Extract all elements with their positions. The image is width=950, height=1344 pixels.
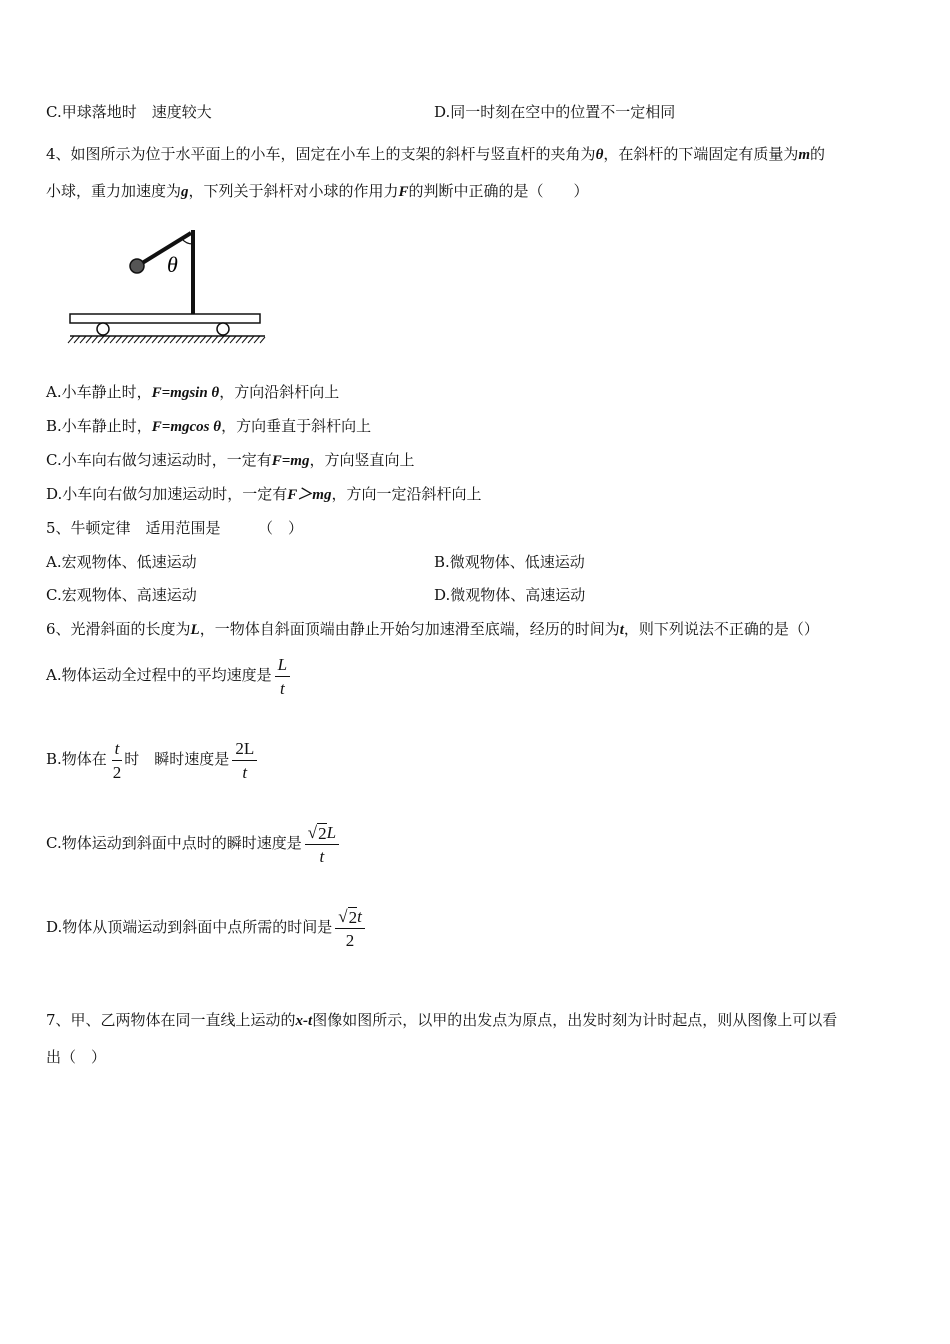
q6-option-d: D.物体从顶端运动到斜面中点所需的时间是 √ 2 t 2 (46, 904, 365, 951)
fraction: √ 2 t 2 (335, 906, 365, 951)
q5-stem: 5、牛顿定律 适用范围是 （ ） (46, 519, 304, 537)
cart-figure (60, 222, 275, 350)
q5-option-c: C.宏观物体、高速运动 (46, 586, 197, 604)
cart-wheel-right (217, 323, 229, 335)
q4-option-c: C.小车向右做匀速运动时，一定有F=mg，方向竖直向上 (46, 451, 415, 469)
q4-option-d: D.小车向右做匀加速运动时，一定有F＞mg，方向一定沿斜杆向上 (46, 485, 482, 503)
q5-option-b: B.微观物体、低速运动 (434, 553, 585, 571)
q7-stem-line1: 7、甲、乙两物体在同一直线上运动的x-t图像如图所示，以甲的出发点为原点，出发时刻为计时起点，则从图像上可以看 (46, 1011, 838, 1029)
fraction: $\frac{L}{t}$ (275, 654, 290, 699)
q7-stem-line2: 出（ ） (46, 1048, 107, 1066)
q5-option-a: A.宏观物体、低速运动 (46, 553, 197, 571)
q4-stem-line1: 4、如图所示为位于水平面上的小车，固定在小车上的支架的斜杆与竖直杆的夹角为θ，在斜杆的下端固定有质量为m的 (46, 145, 826, 163)
q6-option-a: A.物体运动全过程中的平均速度是 $\frac{L}{t}$ (46, 652, 290, 699)
cart-ball (130, 259, 144, 273)
fraction: √ 2 L t (305, 822, 339, 867)
q5-option-d: D.微观物体、高速运动 (434, 586, 586, 604)
figure-angle-label: θ (167, 252, 178, 277)
ground-hatching (68, 336, 265, 343)
q4-stem-line2: 小球，重力加速度为g，下列关于斜杆对小球的作用力F的判断中正确的是（ ） (46, 182, 589, 200)
q6-option-b: B.物体在 $\frac{t}{2}$ 时 瞬时速度是 $\frac{2L}{t}$ (46, 736, 257, 783)
cart-wheel-left (97, 323, 109, 335)
q3-option-d: D.同一时刻在空中的位置不一定相同 (434, 103, 676, 121)
fraction: $\frac{t}{2}$ (112, 738, 122, 782)
q4-option-b: B.小车静止时，F=mgcos θ，方向垂直于斜杆向上 (46, 417, 372, 435)
cart-body (70, 314, 260, 323)
q6-option-c: C.物体运动到斜面中点时的瞬时速度是 √ 2 L t (46, 820, 339, 867)
fraction: $\frac{2L}{t}$ (232, 738, 257, 783)
cart-inclined-rod (139, 233, 191, 265)
q4-option-a: A.小车静止时，F=mgsin θ，方向沿斜杆向上 (46, 383, 340, 401)
q6-stem: 6、光滑斜面的长度为L，一物体自斜面顶端由静止开始匀加速滑至底端，经历的时间为t，则下列说法不正确的是（） (46, 620, 819, 638)
q3-option-c: C.甲球落地时 速度较大 (46, 103, 212, 121)
